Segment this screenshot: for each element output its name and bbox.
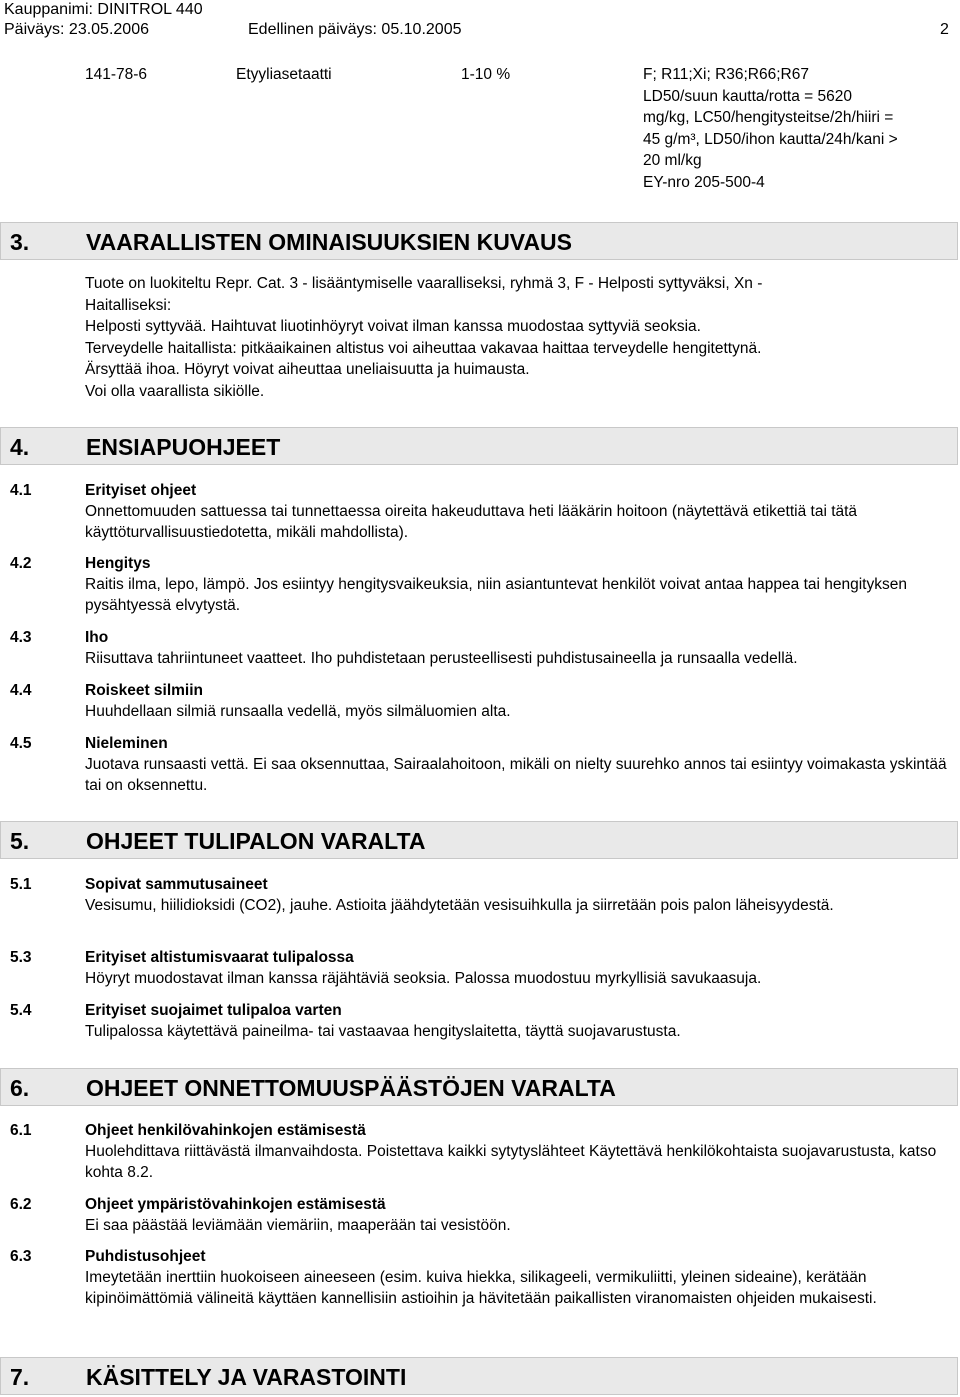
- component-name: Etyyliasetaatti: [236, 66, 332, 83]
- section-title: VAARALLISTEN OMINAISUUKSIEN KUVAUS: [86, 229, 572, 255]
- section-number: 3.: [10, 229, 30, 255]
- section-number: 5.: [10, 828, 30, 854]
- subsection-text: Vesisumu, hiilidioksidi (CO2), jauhe. Astioita jäähdytetään vesisuihkulla ja siirretään pois palon läheisyydestä.: [85, 897, 834, 914]
- hazard-line: Ärsyttää ihoa. Höyryt voivat aiheuttaa uneliaisuutta ja huimausta.: [85, 361, 530, 378]
- section-title: KÄSITTELY JA VARASTOINTI: [86, 1364, 407, 1390]
- subsection-title: Ohjeet ympäristövahinkojen estämisestä: [85, 1196, 386, 1213]
- subsection-title: Puhdistusohjeet: [85, 1248, 206, 1265]
- subsection-title: Hengitys: [85, 555, 151, 572]
- subsection-text: Riisuttava tahriintuneet vaatteet. Iho puhdistetaan perusteellisesti puhdistusaineella ja runsaalla vedellä.: [85, 650, 798, 667]
- section-7-header: [0, 1357, 958, 1395]
- subsection-text: Tulipalossa käytettävä paineilma- tai vastaavaa hengityslaitetta, täyttä suojavarustusta.: [85, 1023, 681, 1040]
- section-6-header: [0, 1068, 958, 1106]
- subsection-number: 6.2: [10, 1196, 32, 1213]
- section-number: 4.: [10, 434, 30, 460]
- classification-line: EY-nro 205-500-4: [643, 173, 765, 191]
- component-cas: 141-78-6: [85, 66, 148, 83]
- page-number: 2: [940, 21, 949, 38]
- hazard-line: Helposti syttyvää. Haihtuvat liuotinhöyryt voivat ilman kanssa muodostaa syttyviä seoksia.: [85, 318, 701, 335]
- subsection-number: 5.1: [10, 876, 32, 893]
- hazard-line: Tuote on luokiteltu Repr. Cat. 3 - lisääntymiselle vaaralliseksi, ryhmä 3, F - Helposti syttyväksi, Xn -: [85, 275, 763, 292]
- component-concentration: 1-10 %: [461, 66, 511, 83]
- section-title: ENSIAPUOHJEET: [86, 434, 281, 460]
- subsection-text: Huolehdittava riittävästä ilmanvaihdosta. Poistettava kaikki sytytyslähteet Käytettävä henkilökohtaista suojavarustusta, katso kohta 8.2.: [85, 1143, 937, 1181]
- section-3-header: [0, 222, 958, 260]
- trade-name: Kauppanimi: DINITROL 440: [4, 1, 203, 18]
- subsection-title: Roiskeet silmiin: [85, 682, 204, 699]
- hazard-line: Voi olla vaarallista sikiölle.: [85, 382, 265, 400]
- subsection-number: 4.2: [10, 555, 32, 572]
- section-number: 7.: [10, 1364, 30, 1390]
- classification-line: mg/kg, LC50/hengitysteitse/2h/hiiri =: [643, 109, 894, 126]
- section-title: OHJEET ONNETTOMUUSPÄÄSTÖJEN VARALTA: [86, 1075, 616, 1101]
- subsection-text: Höyryt muodostavat ilman kanssa räjähtäviä seoksia. Palossa muodostuu myrkyllisiä savukaasuja.: [85, 970, 762, 987]
- subsection-number: 6.3: [10, 1248, 32, 1265]
- subsection-title: Sopivat sammutusaineet: [85, 876, 268, 893]
- subsection-text: Raitis ilma, lepo, lämpö. Jos esiintyy hengitysvaikeuksia, niin asiantuntevat henkilöt voivat antaa happea tai hengityksen pysähtyessä elvytystä.: [85, 576, 907, 614]
- hazard-line: Terveydelle haitallista: pitkäaikainen altistus voi aiheuttaa vakavaa haittaa terveydelle hengitettynä.: [85, 339, 762, 357]
- subsection-number: 4.1: [10, 482, 32, 499]
- section-5-header: [0, 821, 958, 859]
- subsection-number: 5.4: [10, 1002, 32, 1019]
- classification-line: 20 ml/kg: [643, 152, 702, 169]
- subsection-number: 4.4: [10, 682, 32, 699]
- subsection-text: Imeytetään inerttiin huokoiseen aineeseen (esim. kuiva hiekka, silikageeli, vermikuliitti, yleinen sideaine), kerätään kipinöimättömiä välineitä käyttäen kannellisiin astioihin ja hävitetään paikallisten viranomaisten ohjeiden mukaisesti.: [85, 1269, 877, 1307]
- subsection-title: Ohjeet henkilövahinkojen estämisestä: [85, 1122, 366, 1139]
- subsection-text: Ei saa päästää leviämään viemäriin, maaperään tai vesistöön.: [85, 1217, 511, 1234]
- subsection-text: Huuhdellaan silmiä runsaalla vedellä, myös silmäluomien alta.: [85, 703, 511, 720]
- subsection-text: Onnettomuuden sattuessa tai tunnettaessa oireita hakeuduttava heti lääkärin hoitoon (näytettävä etikettiä tai tätä käyttöturvallisuustiedotetta, mikäli mahdollista).: [85, 503, 858, 541]
- component-classification: [643, 64, 898, 193]
- subsection-number: 4.5: [10, 735, 32, 752]
- subsection-text: Juotava runsaasti vettä. Ei saa oksennuttaa, Sairaalahoitoon, mikäli on nielty suurehko annos tai esiintyy voimakasta yskintää tai on oksennettu.: [85, 756, 947, 794]
- classification-line: LD50/suun kautta/rotta = 5620: [643, 87, 852, 105]
- hazard-line: Haitalliseksi:: [85, 296, 172, 314]
- document-date: Päiväys: 23.05.2006: [4, 21, 149, 38]
- subsection-number: 5.3: [10, 949, 32, 966]
- section-number: 6.: [10, 1075, 30, 1101]
- subsection-title: Erityiset ohjeet: [85, 482, 197, 499]
- section-4-header: [0, 427, 958, 465]
- subsection-title: Nieleminen: [85, 735, 168, 752]
- classification-line: F; R11;Xi; R36;R66;R67: [643, 66, 809, 83]
- subsection-title: Erityiset altistumisvaarat tulipalossa: [85, 949, 354, 966]
- section-title: OHJEET TULIPALON VARALTA: [86, 828, 426, 854]
- subsection-number: 4.3: [10, 629, 32, 646]
- previous-date: Edellinen päiväys: 05.10.2005: [248, 21, 462, 38]
- subsection-number: 6.1: [10, 1122, 32, 1139]
- subsection-title: Erityiset suojaimet tulipaloa varten: [85, 1002, 342, 1019]
- subsection-title: Iho: [85, 629, 109, 646]
- section-3-body: [85, 273, 947, 402]
- classification-line: 45 g/m³, LD50/ihon kautta/24h/kani >: [643, 130, 898, 148]
